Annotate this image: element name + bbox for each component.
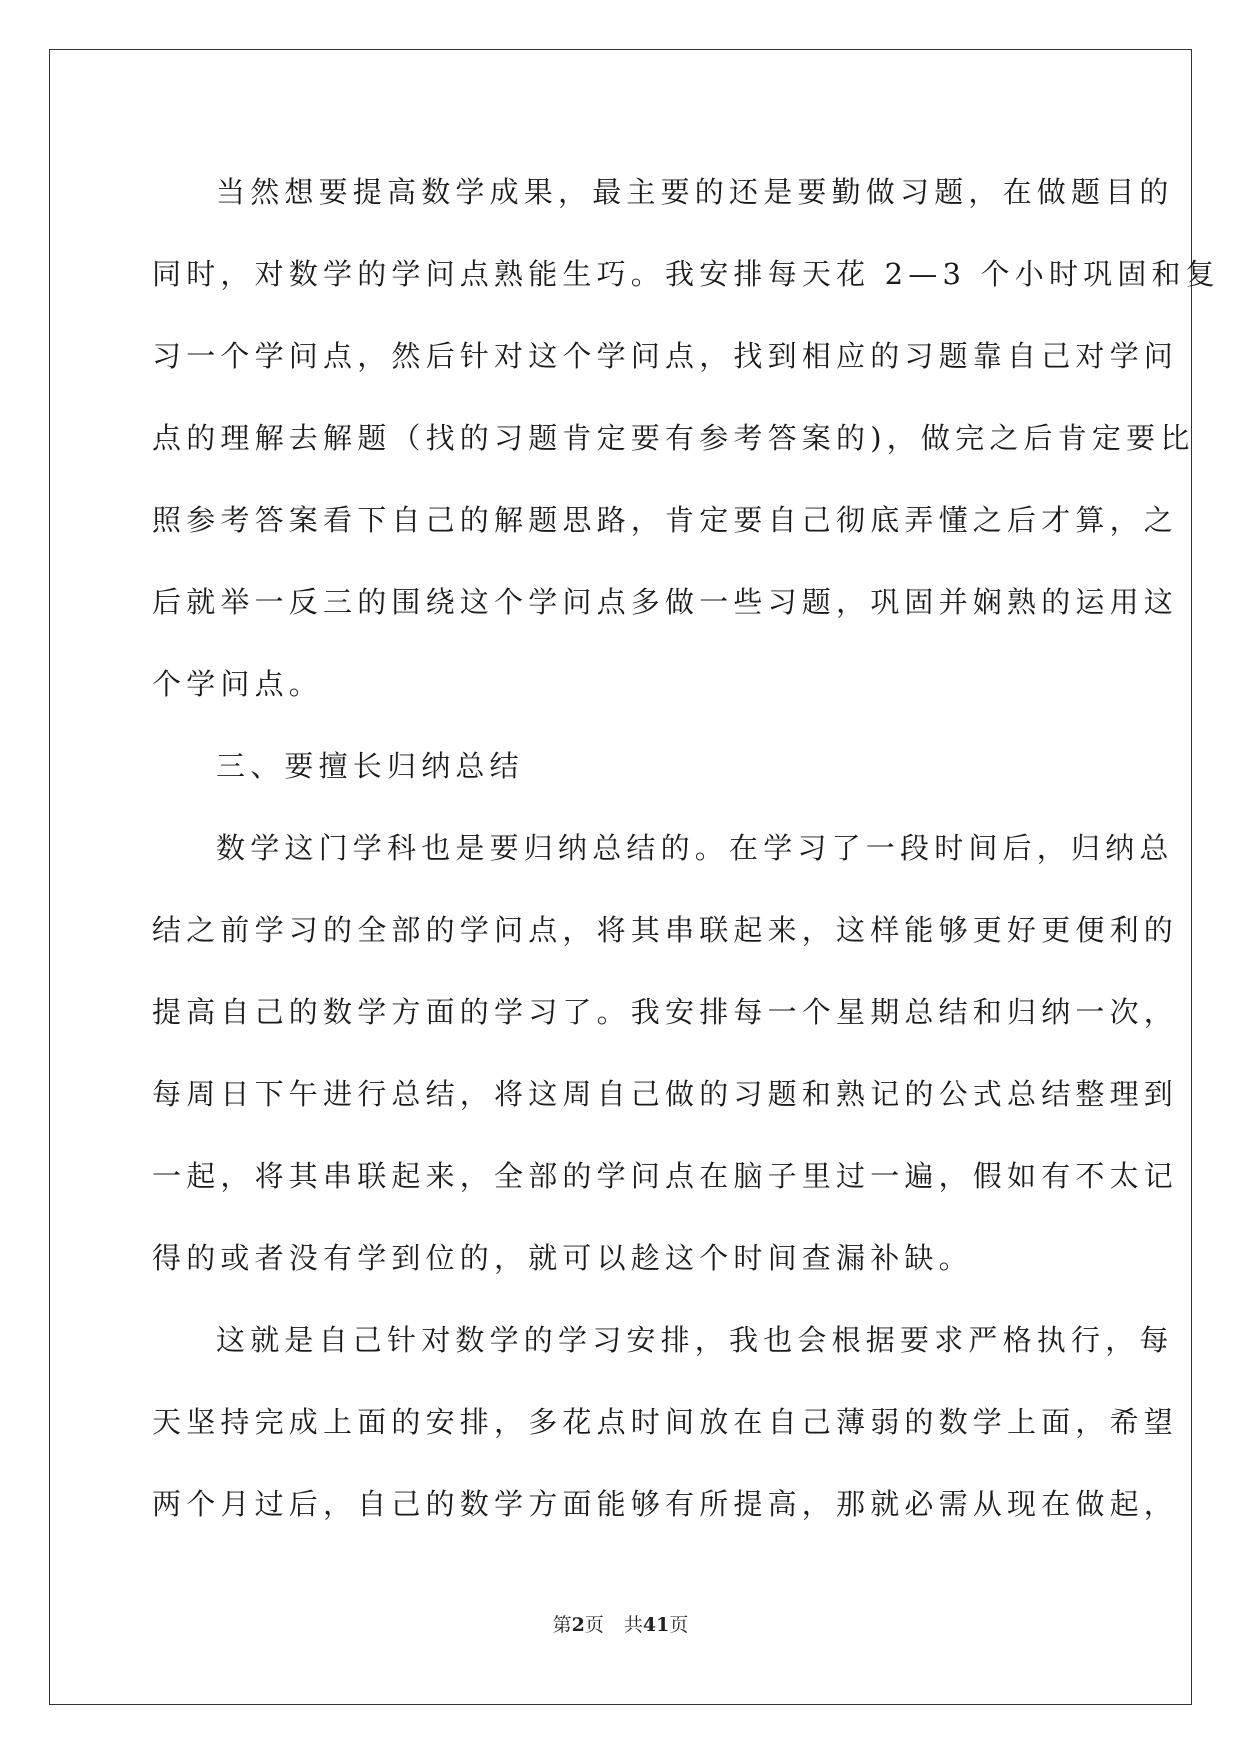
text-line: 每周日下午进行总结，将这周自己做的习题和熟记的公式总结整理到 [152,1077,1179,1111]
text-line: 天坚持完成上面的安排，多花点时间放在自己薄弱的数学上面，希望 [152,1405,1179,1439]
text-line: 得的或者没有学到位的，就可以趁这个时间查漏补缺。 [152,1241,973,1275]
total-pages: 41 [642,1614,670,1636]
section-heading: 三、要擅长归纳总结 [216,749,524,783]
text-line: 习一个学问点，然后针对这个学问点，找到相应的习题靠自己对学问 [152,339,1179,373]
text-line: 同时，对数学的学问点熟能生巧。我安排每天花 2—3 个小时巩固和复 [152,257,1220,291]
document-body [152,162,1220,1556]
page-number: 2 [571,1614,585,1636]
total-suffix: 页 [669,1614,689,1636]
text-line: 个学问点。 [152,667,324,701]
text-line: 提高自己的数学方面的学习了。我安排每一个星期总结和归纳一次， [152,995,1179,1029]
total-prefix: 共 [623,1614,643,1636]
text-line: 结之前学习的全部的学问点，将其串联起来，这样能够更好更便利的 [152,913,1179,947]
text-line: 一起，将其串联起来，全部的学问点在脑子里过一遍，假如有不太记 [152,1159,1179,1193]
text-line: 这就是自己针对数学的学习安排，我也会根据要求严格执行，每 [216,1323,1174,1357]
page-footer [0,1610,1241,1637]
text-line: 数学这门学科也是要归纳总结的。在学习了一段时间后，归纳总 [216,831,1174,865]
text-line: 当然想要提高数学成果，最主要的还是要勤做习题，在做题目的 [216,175,1174,209]
text-line: 点的理解去解题（找的习题肯定要有参考答案的)，做完之后肯定要比 [152,421,1195,455]
text-line: 照参考答案看下自己的解题思路，肯定要自己彻底弄懂之后才算，之 [152,503,1179,537]
text-line: 后就举一反三的围绕这个学问点多做一些习题，巩固并娴熟的运用这 [152,585,1179,619]
page-prefix: 第 [552,1614,572,1636]
text-line: 两个月过后，自己的数学方面能够有所提高，那就必需从现在做起， [152,1487,1179,1521]
page-suffix: 页 [584,1614,604,1636]
